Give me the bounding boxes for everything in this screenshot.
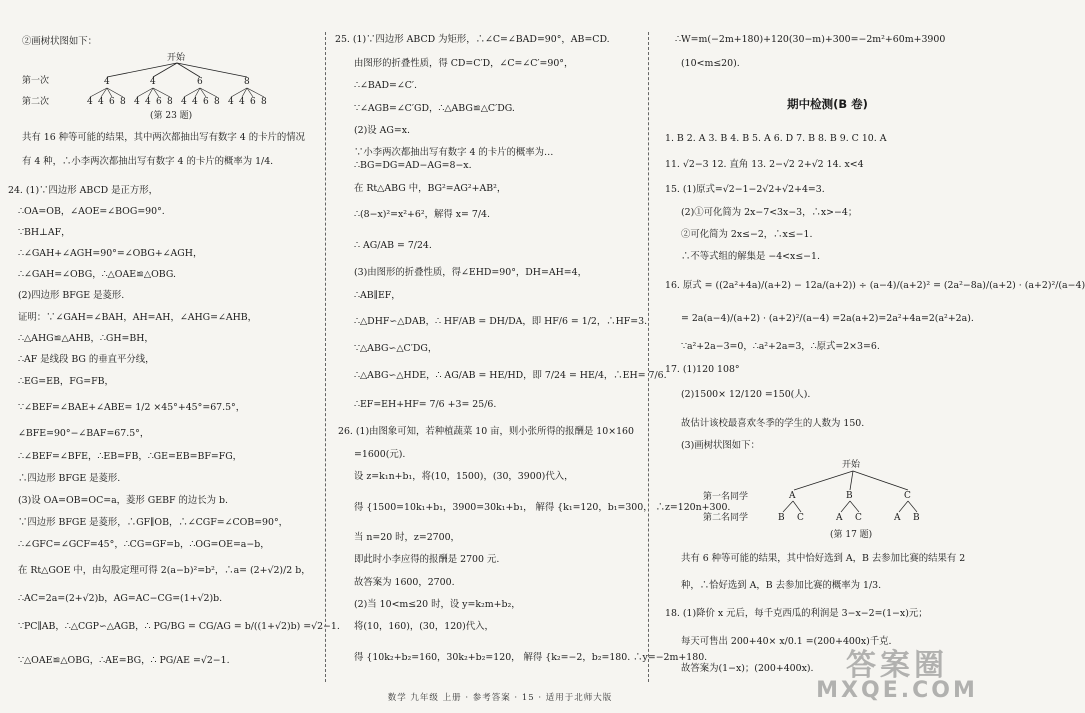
tree-node: 8: [214, 97, 220, 107]
text-line: (3)设 OA=OB=OC=a，菱形 GEBF 的边长为 b.: [18, 495, 228, 506]
tree-node: 6: [109, 97, 115, 107]
tree-diagram-q23: [22, 53, 300, 121]
tree-node: A: [789, 491, 796, 501]
text-line: 有 4 种，∴小李两次都抽出写有数字 4 的卡片的概率为 1/4.: [22, 156, 274, 167]
text-line: 由图形的折叠性质，得 CD=C′D，∠C=∠C′=90°，: [354, 58, 574, 69]
tree-node: 4: [104, 77, 110, 87]
text-line: 16. 原式 = ((2a²+4a)/(a+2) − 12a/(a+2)) ÷ (a−4)/(a+2)² = (2a²−8a)/(a+2) · (a+2)²/(a−4): [665, 280, 1085, 291]
text-line: ∴AC=2a=(2+√2)b，AG=AC−CG=(1+√2)b.: [18, 593, 223, 604]
tree-node: 4: [145, 97, 151, 107]
section-title: 期中检测(B 卷): [787, 97, 868, 111]
figure-caption: (第 23 题): [150, 111, 193, 121]
text-line: 设 z=k₁n+b₁，将(10，1500)，(30，3900)代入，: [354, 471, 574, 482]
text-line: = 2a(a−4)/(a+2) · (a+2)²/(a−4) =2a(a+2)=2a²+4a=2(a²+2a).: [681, 313, 974, 324]
tree-node: 8: [261, 97, 267, 107]
text-line: (3)画树状图如下：: [681, 440, 760, 451]
text-line: 即此时小李应得的报酬是 2700 元.: [354, 554, 500, 565]
text-line: ∴∠GAH=∠OBG，∴△OAE≌△OBG.: [18, 269, 177, 280]
text-line: 当 n=20 时，z=2700，: [354, 532, 460, 543]
tree-node: 4: [228, 97, 234, 107]
text-line: ∴∠GFC=∠GCF=45°，∴CG=GF=b，∴OG=OE=a−b，: [18, 539, 270, 550]
text-line: 每天可售出 200+40× x/0.1 =(200+400x)千克.: [681, 636, 892, 647]
tree-node: 6: [203, 97, 209, 107]
tree-row1-label: 第一名同学: [703, 492, 749, 502]
text-line: ∠BFE=90°−∠BAF=67.5°，: [18, 428, 150, 439]
text-line: ∴EF=EH+HF= 7/6 +3= 25/6.: [354, 399, 497, 410]
tree-node: 4: [134, 97, 140, 107]
text-line: ∴W=m(−2m+180)+120(30−m)+300=−2m²+60m+3900: [675, 34, 946, 45]
text-line: 共有 16 种等可能的结果，其中两次都抽出写有数字 4 的卡片的情况: [22, 132, 305, 143]
text-line: 在 Rt△GOE 中，由勾股定理可得 2(a−b)²=b²，∴a= (2+√2)/2 b，: [18, 565, 311, 576]
text-line: 17. (1)120 108°: [665, 364, 740, 375]
text-line: 将(10，160)，(30，120)代入，: [354, 621, 494, 632]
text-line: 得 {10k₂+b₂=160，30k₂+b₂=120， 解得 {k₂=−2，b₂=180. ∴y=−2m+180.: [354, 652, 708, 663]
text-line: (2)1500× 12/120 =150(人).: [681, 389, 811, 400]
text-line: ②可化简为 2x≤−2，∴x≤−1.: [681, 229, 813, 240]
text-line: ∵四边形 BFGE 是菱形，∴GF∥OB，∴∠CGF=∠COB=90°，: [18, 517, 289, 528]
text-line: 得 {1500=10k₁+b₁，3900=30k₁+b₁， 解得 {k₁=120，b₁=300， ∴z=120n+300.: [354, 502, 731, 513]
text-line: ∴(8−x)²=x²+6²，解得 x= 7/4.: [354, 209, 490, 220]
tree-node: 8: [120, 97, 126, 107]
text-line: ∴∠BAD=∠C′.: [354, 80, 417, 91]
text-line: 15. (1)原式=√2−1−2√2+√2+4=3.: [665, 184, 825, 195]
text-line: ∵∠BEF=∠BAE+∠ABE= 1/2 ×45°+45°=67.5°，: [18, 402, 246, 413]
text-line: 1. B 2. A 3. B 4. B 5. A 6. D 7. B 8. B 9. C 10. A: [665, 133, 887, 144]
text-line: ∴不等式组的解集是 −4<x≤−1.: [681, 251, 820, 262]
site-watermark: [812, 640, 982, 710]
text-line: 种，∴恰好选到 A，B 去参加比赛的概率为 1/3.: [681, 580, 882, 591]
watermark-url: MXQE.COM: [816, 678, 978, 703]
tree-node: 8: [244, 77, 250, 87]
text-line: (10<m≤20).: [681, 58, 740, 69]
text-line: ∴∠BEF=∠BFE，∴EB=FB，∴GE=EB=BF=FG，: [18, 451, 243, 462]
text-line: ∴AF 是线段 BG 的垂直平分线，: [18, 354, 155, 365]
tree-node: 8: [167, 97, 173, 107]
text-line: ∵PC∥AB，∴△CGP∽△AGB，∴ PG/BG = CG/AG = b/((1+√2)b) =√2−1.: [18, 621, 340, 632]
text-line: 在 Rt△ABG 中，BG²=AG²+AB²，: [354, 183, 507, 194]
text-line: ∴AB∥EF，: [354, 290, 401, 301]
text-line: (2)设 AG=x.: [354, 125, 411, 136]
tree-node: B: [778, 513, 785, 523]
tree-node: 6: [156, 97, 162, 107]
tree-node: 4: [239, 97, 245, 107]
text-line: ∴EG=EB，FG=FB，: [18, 376, 114, 387]
text-line: 共有 6 种等可能的结果，其中恰好选到 A，B 去参加比赛的结果有 2: [681, 553, 966, 564]
text-line: (2)①可化简为 2x−7<3x−3，∴x>−4；: [681, 207, 858, 218]
text-line: ∵a²+2a−3=0，∴a²+2a=3，∴原式=2×3=6.: [681, 341, 880, 352]
tree-diagram-q17: [703, 460, 947, 542]
question-25-start: 25. (1)∵四边形 ABCD 为矩形，∴∠C=∠BAD=90°，AB=CD.: [335, 34, 610, 45]
text-line: ∴△DHF∽△DAB，∴ HF/AB = DH/DA，即 HF/6 = 1/2，∴HF=3.: [354, 316, 648, 327]
column-divider: [648, 32, 649, 682]
answer-column-left: [0, 0, 340, 688]
tree-node: 6: [197, 77, 203, 87]
text-line: ∴∠GAH+∠AGH=90°=∠OBG+∠AGH，: [18, 248, 203, 259]
text-line: ∴ AG/AB = 7/24.: [354, 240, 432, 251]
text-line: ∴OA=OB，∠AOE=∠BOG=90°.: [18, 206, 165, 217]
text-line: (3)由图形的折叠性质，得∠EHD=90°，DH=AH=4，: [354, 267, 587, 278]
text-line: 故答案为 1600，2700.: [354, 577, 455, 588]
tree-node: C: [904, 491, 911, 501]
page-footer: 数学 九年级 上册 · 参考答案 · 15 · 适用于北师大版: [387, 693, 613, 703]
watermark-logo-text: 答案圈: [846, 648, 948, 683]
text-line: 故估计该校最喜欢冬季的学生的人数为 150.: [681, 418, 865, 429]
text-line: 18. (1)降价 x 元后，每千克西瓜的利润是 3−x−2=(1−x)元；: [665, 608, 928, 619]
answer-column-right: [655, 0, 1085, 688]
text-line: (2)当 10<m≤20 时，设 y=k₂m+b₂，: [354, 599, 521, 610]
tree-root-label: 开始: [167, 53, 186, 63]
text-line: ∵△ABG∽△C′DG，: [354, 343, 438, 354]
tree-node: 4: [192, 97, 198, 107]
tree-node: 4: [98, 97, 104, 107]
text-line: (2)四边形 BFGE 是菱形.: [18, 290, 125, 301]
text-line: ∴四边形 BFGE 是菱形.: [18, 473, 121, 484]
tree-node: C: [855, 513, 862, 523]
column-divider: [325, 32, 326, 682]
text-line: ∵∠AGB=∠C′GD，∴△ABG≌△C′DG.: [354, 103, 515, 114]
tree-node: A: [894, 513, 901, 523]
text-line: 证明：∵∠GAH=∠BAH，AH=AH，∠AHG=∠AHB，: [18, 312, 258, 323]
tree-row1-label: 第一次: [22, 76, 50, 86]
text-line: ∵小李两次都抽出写有数字 4 的卡片的概率为…: [354, 147, 554, 158]
text-line: ∴△AHG≌△AHB，∴GH=BH，: [18, 333, 154, 344]
tree-node: 4: [181, 97, 187, 107]
tree-node: 4: [150, 77, 156, 87]
tree-node: 6: [250, 97, 256, 107]
tree-root-label: 开始: [842, 460, 861, 470]
tree-node: C: [797, 513, 804, 523]
question-26-start: 26. (1)由图象可知，若种植蔬菜 10 亩，则小张所得的报酬是 10×160: [338, 426, 634, 437]
tree-node: B: [913, 513, 920, 523]
tree-row2-label: 第二次: [22, 97, 50, 107]
tree-node: 4: [87, 97, 93, 107]
text-line: =1600(元).: [354, 449, 406, 460]
figure-caption: (第 17 题): [830, 530, 873, 540]
text-line: ∵BH⊥AF，: [18, 227, 71, 238]
question-24-start: 24. (1)∵四边形 ABCD 是正方形，: [8, 185, 159, 196]
tree-node: B: [846, 491, 853, 501]
tree-node: A: [836, 513, 843, 523]
text-line: ∴BG=DG=AD−AG=8−x.: [354, 160, 472, 171]
text-line: ②画树状图如下：: [22, 36, 98, 47]
text-line: ∵△OAE≌△OBG，∴AE=BG，∴ PG/AE =√2−1.: [18, 655, 230, 666]
tree-row2-label: 第二名同学: [703, 513, 749, 523]
text-line: ∴△ABG∽△HDE，∴ AG/AB = HE/HD，即 7/24 = HE/4，∴EH= 7/6.: [354, 370, 667, 381]
text-line: 故答案为(1−x)；(200+400x).: [681, 663, 814, 674]
text-line: 11. √2−3 12. 直角 13. 2−√2 2+√2 14. x<4: [665, 159, 864, 170]
